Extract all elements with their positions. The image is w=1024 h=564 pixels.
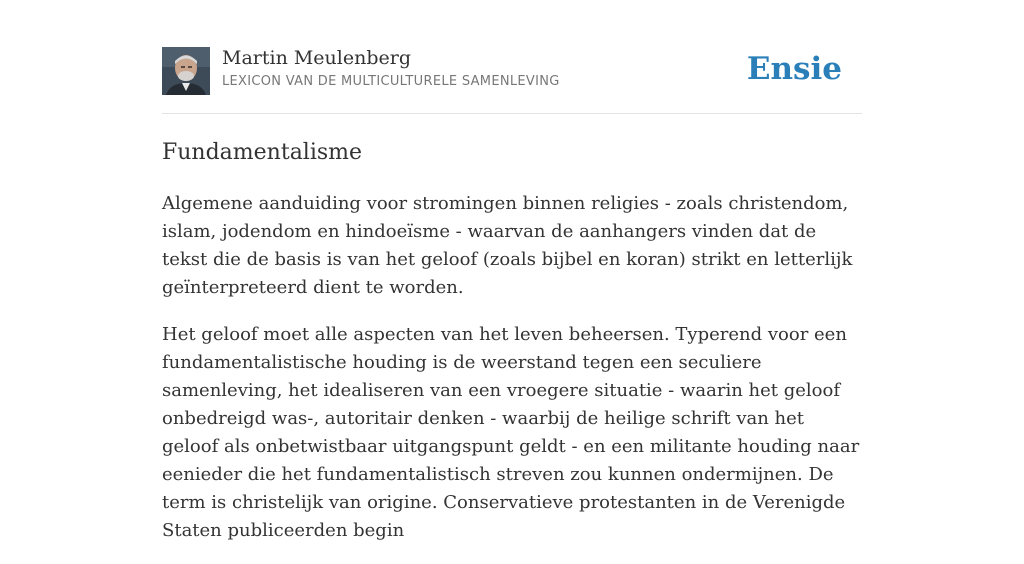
header-divider: [162, 113, 862, 114]
paragraph: Algemene aanduiding voor stromingen binnen religies - zoals christendom, islam, jodendom en hindoeïsme - waarvan de aanhangers vinden dat de tekst die de basis is van het geloof (zoals bijbel en koran) strikt en letterlijk geïnterpreteerd dient te worden.: [162, 193, 853, 298]
ensie-logo[interactable]: Ensie: [746, 51, 842, 87]
publication-name[interactable]: LEXICON VAN DE MULTICULTURELE SAMENLEVING: [222, 74, 560, 89]
article-body: [162, 190, 862, 564]
author-avatar[interactable]: [162, 47, 210, 95]
author-name[interactable]: Martin Meulenberg: [222, 47, 411, 69]
paragraph: Het geloof moet alle aspecten van het leven beheersen. Typerend voor een fundamentalistische houding is de weerstand tegen een seculiere samenleving, het idealiseren van een vroegere situatie - waarin het geloof onbedreigd was-, autoritair denken - waarbij de heilige schrift van het geloof als onbetwistbaar uitgangspunt geldt - en een militante houding naar eenieder die het fundamentalistisch streven zou kunnen ondermijnen. De term is christelijk van origine. Conservatieve protestanten in de Verenigde Staten publiceerden begin: [162, 324, 860, 541]
article-header: [162, 46, 862, 96]
article-title: Fundamentalisme: [162, 140, 363, 165]
author-photo-icon: [162, 47, 210, 95]
